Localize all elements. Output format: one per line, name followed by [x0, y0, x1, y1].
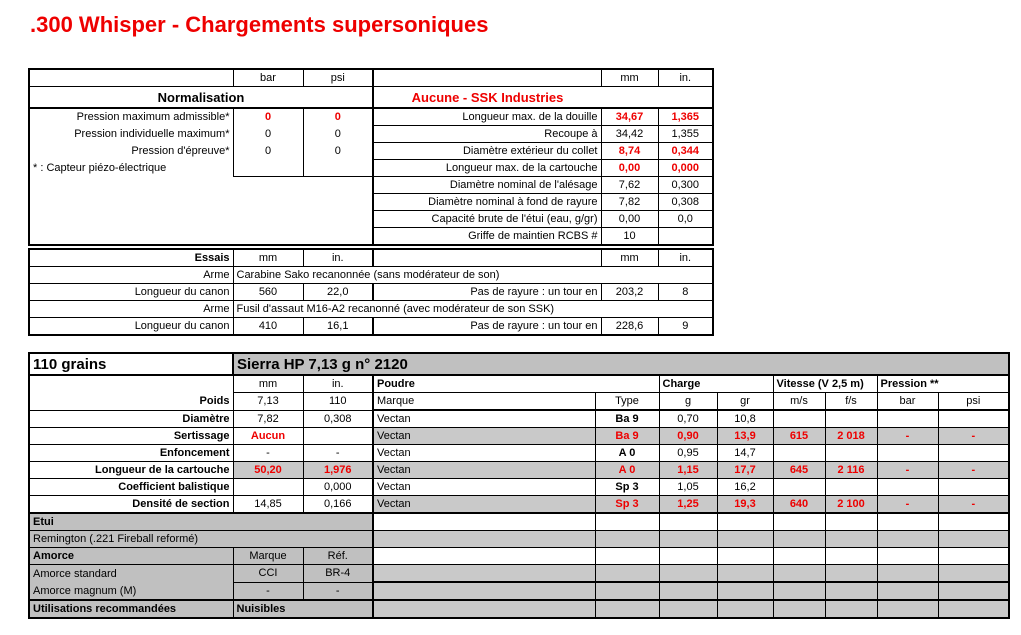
ghost-cell — [29, 228, 233, 246]
table-row — [29, 211, 713, 228]
dim-mm-4: 7,62 — [601, 177, 658, 194]
powder-gr-0: 10,8 — [717, 410, 773, 428]
t1-unit-in: in. — [658, 69, 713, 87]
pressure-label-1: Pression individuelle maximum* — [29, 126, 233, 143]
empty-cell — [717, 531, 773, 548]
spec-mm-5 — [233, 479, 303, 496]
spec-in-0: 110 — [303, 393, 373, 411]
empty-cell — [595, 600, 659, 618]
essais-unit-mm-right: mm — [601, 249, 658, 267]
powder-bar-4 — [877, 479, 938, 496]
essais-unit-mm-left: mm — [233, 249, 303, 267]
pressure-psi-box — [303, 108, 373, 177]
powder-marque-0: Vectan — [373, 410, 595, 428]
hdr-pression: Pression ** — [877, 375, 1009, 393]
empty-cell — [595, 565, 659, 583]
powder-gr-4: 16,2 — [717, 479, 773, 496]
amorce-magnum-label: Amorce magnum (M) — [29, 582, 233, 600]
ghost-cell — [233, 194, 303, 211]
powder-psi-3: - — [938, 462, 1009, 479]
arme-label-1: Arme — [29, 301, 233, 318]
empty-cell — [373, 565, 595, 583]
empty-cell — [938, 600, 1009, 618]
table-row — [29, 393, 1009, 411]
powder-g-4: 1,05 — [659, 479, 717, 496]
ghost-cell — [29, 194, 233, 211]
pressure-psi-0: 0 — [334, 111, 341, 123]
powder-marque-4: Vectan — [373, 479, 595, 496]
powder-type-3: A 0 — [595, 462, 659, 479]
hdr-fs: f/s — [825, 393, 877, 411]
dim-in-4: 0,300 — [658, 177, 713, 194]
empty-cell — [773, 600, 825, 618]
load-table — [28, 352, 1010, 619]
etui-header: Etui — [29, 513, 373, 531]
dim-label-1: Recoupe à — [373, 126, 601, 143]
table-row — [29, 375, 1009, 393]
spec-mm-0: 7,13 — [233, 393, 303, 411]
canon-in-0: 22,0 — [303, 284, 373, 301]
ghost-cell — [29, 211, 233, 228]
empty-cell — [938, 582, 1009, 600]
empty-cell — [877, 548, 938, 565]
load-empty-cell — [29, 375, 233, 393]
empty-cell — [825, 565, 877, 583]
powder-fs-4 — [825, 479, 877, 496]
t1-empty-cell — [601, 87, 713, 109]
empty-cell — [825, 600, 877, 618]
empty-cell — [717, 548, 773, 565]
empty-cell — [373, 600, 595, 618]
powder-g-1: 0,90 — [659, 428, 717, 445]
table-row — [29, 108, 713, 126]
powder-gr-3: 17,7 — [717, 462, 773, 479]
arme-label-0: Arme — [29, 267, 233, 284]
empty-cell — [773, 531, 825, 548]
dim-label-2: Diamètre extérieur du collet — [373, 143, 601, 160]
ghost-cell — [233, 211, 303, 228]
empty-cell — [877, 582, 938, 600]
powder-ms-5: 640 — [773, 496, 825, 514]
powder-ms-3: 645 — [773, 462, 825, 479]
empty-cell — [595, 531, 659, 548]
powder-fs-0 — [825, 410, 877, 428]
powder-marque-2: Vectan — [373, 445, 595, 462]
empty-cell — [938, 513, 1009, 531]
table-row — [29, 301, 713, 318]
powder-bar-5: - — [877, 496, 938, 514]
hdr-psi: psi — [938, 393, 1009, 411]
utilisations-value: Nuisibles — [233, 600, 373, 618]
powder-psi-1: - — [938, 428, 1009, 445]
empty-cell — [373, 513, 595, 531]
t1-unit-mm: mm — [601, 69, 658, 87]
spec-label-3: Enfoncement — [29, 445, 233, 462]
pressure-bar-box — [233, 108, 303, 177]
dim-in-5: 0,308 — [658, 194, 713, 211]
table-row — [29, 228, 713, 246]
hdr-gr: gr — [717, 393, 773, 411]
table-row — [29, 445, 1009, 462]
table-row — [29, 249, 713, 267]
table-row — [29, 410, 1009, 428]
powder-ms-2 — [773, 445, 825, 462]
t1-corner-cell — [29, 69, 233, 87]
arme-value-0: Carabine Sako recanonnée (sans modérateur de son) — [233, 267, 713, 284]
powder-bar-3: - — [877, 462, 938, 479]
powder-gr-2: 14,7 — [717, 445, 773, 462]
powder-psi-4 — [938, 479, 1009, 496]
empty-cell — [659, 565, 717, 583]
spec-in-2 — [303, 428, 373, 445]
rayure-mm-1: 228,6 — [601, 318, 658, 336]
empty-cell — [877, 565, 938, 583]
empty-cell — [825, 548, 877, 565]
spec-mm-4: 50,20 — [233, 462, 303, 479]
table-row — [29, 582, 1009, 600]
empty-cell — [717, 600, 773, 618]
empty-cell — [373, 548, 595, 565]
empty-cell — [659, 531, 717, 548]
hdr-bar: bar — [877, 393, 938, 411]
empty-cell — [877, 513, 938, 531]
powder-g-5: 1,25 — [659, 496, 717, 514]
dim-mm-0: 34,67 — [601, 108, 658, 126]
powder-gr-1: 13,9 — [717, 428, 773, 445]
powder-psi-5: - — [938, 496, 1009, 514]
pressure-psi-1: 0 — [334, 128, 341, 140]
bullet-weight-header: 110 grains — [29, 353, 233, 375]
powder-bar-1: - — [877, 428, 938, 445]
spec-label-2: Sertissage — [29, 428, 233, 445]
spec-in-1: 0,308 — [303, 410, 373, 428]
t1-unit-psi: psi — [303, 69, 373, 87]
pressure-bar-0: 0 — [264, 111, 272, 123]
hdr-ms: m/s — [773, 393, 825, 411]
essais-spacer-cell — [373, 249, 601, 267]
empty-cell — [938, 548, 1009, 565]
table-row — [29, 531, 1009, 548]
normalisation-table — [28, 68, 714, 246]
hdr-g: g — [659, 393, 717, 411]
canon-mm-0: 560 — [233, 284, 303, 301]
spec-in-3: - — [303, 445, 373, 462]
rayure-mm-0: 203,2 — [601, 284, 658, 301]
hdr-marque: Marque — [373, 393, 595, 411]
spec-in-5: 0,000 — [303, 479, 373, 496]
empty-cell — [825, 513, 877, 531]
powder-fs-2 — [825, 445, 877, 462]
empty-cell — [659, 582, 717, 600]
empty-cell — [595, 582, 659, 600]
powder-type-2: A 0 — [595, 445, 659, 462]
amorce-standard-label: Amorce standard — [29, 565, 233, 583]
canon-label-1: Longueur du canon — [29, 318, 233, 336]
amorce-standard-marque: CCI — [233, 565, 303, 583]
powder-type-5: Sp 3 — [595, 496, 659, 514]
dim-in-2: 0,344 — [658, 143, 713, 160]
powder-g-2: 0,95 — [659, 445, 717, 462]
table-row — [29, 496, 1009, 514]
table-row — [29, 267, 713, 284]
empty-cell — [595, 513, 659, 531]
ghost-cell — [303, 211, 373, 228]
powder-fs-3: 2 116 — [825, 462, 877, 479]
bullet-name-header: Sierra HP 7,13 g n° 2120 — [233, 353, 1009, 375]
dim-in-7 — [658, 228, 713, 246]
pressure-psi-2: 0 — [334, 145, 341, 157]
dim-label-3: Longueur max. de la cartouche — [373, 160, 601, 177]
arme-value-1: Fusil d'assaut M16-A2 recanonné (avec modérateur de son SSK) — [233, 301, 713, 318]
ghost-cell — [303, 177, 373, 194]
powder-type-1: Ba 9 — [595, 428, 659, 445]
pressure-bar-2: 0 — [264, 145, 272, 157]
dim-in-6: 0,0 — [658, 211, 713, 228]
dim-label-7: Griffe de maintien RCBS # — [373, 228, 601, 246]
rayure-label-1: Pas de rayure : un tour en — [373, 318, 601, 336]
essais-header: Essais — [29, 249, 233, 267]
hdr-type: Type — [595, 393, 659, 411]
empty-cell — [938, 531, 1009, 548]
hdr-charge: Charge — [659, 375, 773, 393]
spec-label-4: Longueur de la cartouche — [29, 462, 233, 479]
table-row — [29, 284, 713, 301]
pressure-bar-1: 0 — [264, 128, 272, 140]
powder-ms-4 — [773, 479, 825, 496]
pressure-label-0: Pression maximum admissible* — [29, 108, 233, 126]
canon-in-1: 16,1 — [303, 318, 373, 336]
etui-value: Remington (.221 Fireball reformé) — [29, 531, 373, 548]
amorce-col-ref: Réf. — [303, 548, 373, 565]
spec-mm-2: Aucun — [233, 428, 303, 445]
powder-fs-5: 2 100 — [825, 496, 877, 514]
table-row — [29, 548, 1009, 565]
t1-unit-bar: bar — [233, 69, 303, 87]
empty-cell — [773, 548, 825, 565]
powder-ms-1: 615 — [773, 428, 825, 445]
amorce-magnum-marque: - — [233, 582, 303, 600]
table-row — [29, 353, 1009, 375]
powder-fs-1: 2 018 — [825, 428, 877, 445]
empty-cell — [659, 548, 717, 565]
normalisation-header: Normalisation — [29, 87, 373, 109]
hdr-vitesse: Vitesse (V 2,5 m) — [773, 375, 877, 393]
spec-label-1: Diamètre — [29, 410, 233, 428]
spec-label-6: Densité de section — [29, 496, 233, 514]
empty-cell — [717, 513, 773, 531]
dim-in-3: 0,000 — [658, 160, 713, 177]
powder-psi-0 — [938, 410, 1009, 428]
powder-bar-2 — [877, 445, 938, 462]
amorce-header: Amorce — [29, 548, 233, 565]
table-row — [29, 428, 1009, 445]
dim-mm-1: 34,42 — [601, 126, 658, 143]
table-row — [29, 565, 1009, 583]
powder-marque-1: Vectan — [373, 428, 595, 445]
dim-label-0: Longueur max. de la douille — [373, 108, 601, 126]
utilisations-label: Utilisations recommandées — [29, 600, 233, 618]
pressure-label-2: Pression d'épreuve* — [29, 143, 233, 160]
powder-ms-0 — [773, 410, 825, 428]
empty-cell — [773, 565, 825, 583]
spec-mm-1: 7,82 — [233, 410, 303, 428]
powder-psi-2 — [938, 445, 1009, 462]
dim-mm-5: 7,82 — [601, 194, 658, 211]
hdr-poudre: Poudre — [373, 375, 659, 393]
empty-cell — [717, 565, 773, 583]
page-title: .300 Whisper - Chargements supersoniques — [30, 12, 489, 37]
table-row — [29, 87, 713, 109]
dim-in-1: 1,355 — [658, 126, 713, 143]
dim-mm-2: 8,74 — [601, 143, 658, 160]
essais-table — [28, 248, 714, 336]
ghost-cell — [233, 228, 303, 246]
table-row — [29, 69, 713, 87]
canon-label-0: Longueur du canon — [29, 284, 233, 301]
authority-header: Aucune - SSK Industries — [373, 87, 601, 109]
empty-cell — [717, 582, 773, 600]
rayure-in-1: 9 — [658, 318, 713, 336]
spec-in-6: 0,166 — [303, 496, 373, 514]
powder-type-0: Ba 9 — [595, 410, 659, 428]
load-unit-in: in. — [303, 375, 373, 393]
powder-g-0: 0,70 — [659, 410, 717, 428]
dim-mm-7: 10 — [601, 228, 658, 246]
ghost-cell — [303, 228, 373, 246]
amorce-standard-ref: BR-4 — [303, 565, 373, 583]
ghost-cell — [303, 194, 373, 211]
essais-unit-in-right: in. — [658, 249, 713, 267]
table-row — [29, 462, 1009, 479]
table-row — [29, 600, 1009, 618]
empty-cell — [825, 531, 877, 548]
powder-g-3: 1,15 — [659, 462, 717, 479]
piezo-note: * : Capteur piézo-électrique — [29, 160, 233, 177]
empty-cell — [877, 531, 938, 548]
powder-type-4: Sp 3 — [595, 479, 659, 496]
spec-mm-6: 14,85 — [233, 496, 303, 514]
table-row — [29, 177, 713, 194]
amorce-magnum-ref: - — [303, 582, 373, 600]
spec-label-5: Coefficient balistique — [29, 479, 233, 496]
t1-spacer-cell — [373, 69, 601, 87]
ghost-cell — [29, 177, 233, 194]
spec-label-0: Poids — [29, 393, 233, 411]
ghost-cell — [233, 177, 303, 194]
table-row — [29, 479, 1009, 496]
empty-cell — [659, 513, 717, 531]
table-row — [29, 318, 713, 336]
canon-mm-1: 410 — [233, 318, 303, 336]
powder-marque-3: Vectan — [373, 462, 595, 479]
empty-cell — [938, 565, 1009, 583]
rayure-in-0: 8 — [658, 284, 713, 301]
empty-cell — [825, 582, 877, 600]
powder-bar-0 — [877, 410, 938, 428]
essais-unit-in-left: in. — [303, 249, 373, 267]
table-row — [29, 513, 1009, 531]
amorce-col-marque: Marque — [233, 548, 303, 565]
empty-cell — [877, 600, 938, 618]
empty-cell — [773, 513, 825, 531]
dim-label-6: Capacité brute de l'étui (eau, g/gr) — [373, 211, 601, 228]
powder-marque-5: Vectan — [373, 496, 595, 514]
dim-mm-3: 0,00 — [601, 160, 658, 177]
dim-mm-6: 0,00 — [601, 211, 658, 228]
rayure-label-0: Pas de rayure : un tour en — [373, 284, 601, 301]
dim-label-4: Diamètre nominal de l'alésage — [373, 177, 601, 194]
empty-cell — [659, 600, 717, 618]
spec-in-4: 1,976 — [303, 462, 373, 479]
load-unit-mm: mm — [233, 375, 303, 393]
empty-cell — [773, 582, 825, 600]
dim-label-5: Diamètre nominal à fond de rayure — [373, 194, 601, 211]
dim-in-0: 1,365 — [658, 108, 713, 126]
powder-gr-5: 19,3 — [717, 496, 773, 514]
empty-cell — [373, 582, 595, 600]
empty-cell — [595, 548, 659, 565]
table-row — [29, 194, 713, 211]
spec-mm-3: - — [233, 445, 303, 462]
empty-cell — [373, 531, 595, 548]
